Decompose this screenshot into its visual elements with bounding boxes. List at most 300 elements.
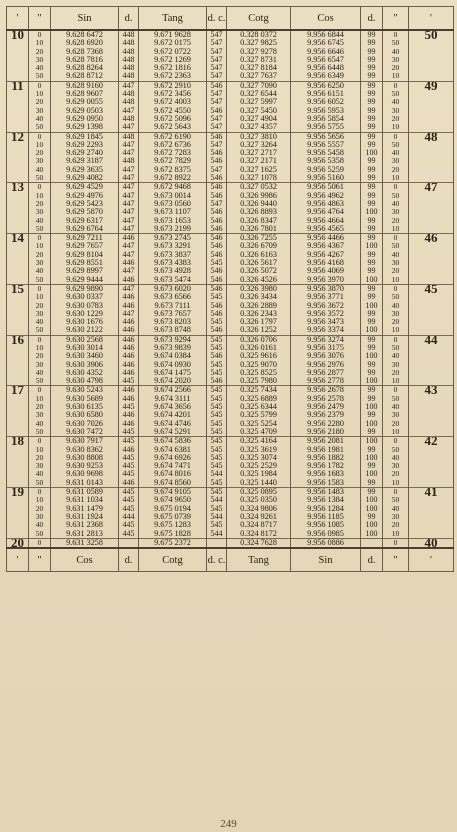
minute-cell xyxy=(7,48,29,56)
tang-cell: 9.673 2199 xyxy=(139,225,207,234)
second-cell: 10 xyxy=(29,496,51,504)
cos-cell: 9.956 1882 xyxy=(291,454,361,462)
cos-diff-cell: 100 xyxy=(361,470,383,478)
tang-cell: 9.674 2566 xyxy=(139,386,207,395)
common-diff-cell: 545 xyxy=(207,318,227,326)
second-right-cell: 10 xyxy=(383,326,409,335)
minute-right-cell: 45 xyxy=(409,284,454,293)
tang-cell: 9.673 9839 xyxy=(139,344,207,352)
second-right-cell: 20 xyxy=(383,64,409,72)
minute-right-cell xyxy=(409,242,454,250)
cos-cell: 9.956 3771 xyxy=(291,293,361,301)
sin-diff-cell: 448 xyxy=(119,39,139,47)
second-cell: 20 xyxy=(29,505,51,513)
sin-cell: 9.629 6317 xyxy=(51,217,119,225)
header-minutes: ' xyxy=(7,7,29,31)
second-cell: 0 xyxy=(29,488,51,497)
sin-diff-cell: 447 xyxy=(119,242,139,250)
minute-right-cell xyxy=(409,462,454,470)
second-right-cell: 20 xyxy=(383,267,409,275)
sin-diff-cell: 446 xyxy=(119,411,139,419)
minute-right-cell xyxy=(409,470,454,478)
second-right-cell: 40 xyxy=(383,251,409,259)
minute-right-cell xyxy=(409,310,454,318)
cotg-cell: 0.325 4164 xyxy=(227,437,291,446)
minute-right-cell xyxy=(409,149,454,157)
cos-cell: 9.956 5854 xyxy=(291,115,361,123)
tang-cell: 9.671 9628 xyxy=(139,30,207,39)
cotg-cell: 0.327 8731 xyxy=(227,56,291,64)
minute-right-cell xyxy=(409,361,454,369)
cos-cell: 9.956 4565 xyxy=(291,225,361,234)
cotg-cell: 0.326 2889 xyxy=(227,302,291,310)
table-row xyxy=(7,420,454,428)
second-right-cell: 50 xyxy=(383,39,409,47)
common-diff-cell: 545 xyxy=(207,428,227,437)
table-row xyxy=(7,521,454,529)
minute-cell xyxy=(7,326,29,335)
cos-diff-cell: 99 xyxy=(361,369,383,377)
cos-diff-cell: 100 xyxy=(361,149,383,157)
common-diff-cell: 545 xyxy=(207,479,227,488)
tang-cell: 9.672 4550 xyxy=(139,107,207,115)
minute-cell xyxy=(7,90,29,98)
minute-cell xyxy=(7,208,29,216)
header-cos: Cos xyxy=(291,7,361,31)
sin-cell: 9.630 1229 xyxy=(51,310,119,318)
sin-cell: 9.629 4529 xyxy=(51,183,119,192)
common-diff-cell: 547 xyxy=(207,123,227,132)
common-diff-cell: 546 xyxy=(207,132,227,141)
cos-cell: 9.956 3870 xyxy=(291,284,361,293)
cotg-cell: 0.327 0532 xyxy=(227,183,291,192)
sin-cell: 9.631 1479 xyxy=(51,505,119,513)
table-row xyxy=(7,454,454,462)
sin-cell: 9.629 0503 xyxy=(51,107,119,115)
table-row xyxy=(7,149,454,157)
sin-diff-cell: 448 xyxy=(119,98,139,106)
second-right-cell: 0 xyxy=(383,183,409,192)
minute-cell xyxy=(7,72,29,81)
sin-diff-cell: 448 xyxy=(119,157,139,165)
second-cell: 40 xyxy=(29,369,51,377)
sin-cell: 9.629 8551 xyxy=(51,259,119,267)
minute-right-cell xyxy=(409,530,454,539)
common-diff-cell: 546 xyxy=(207,377,227,386)
table-row xyxy=(7,369,454,377)
cos-cell: 9.956 3672 xyxy=(291,302,361,310)
header-cos-diff: d. xyxy=(361,7,383,31)
cos-cell: 9.956 4664 xyxy=(291,217,361,225)
second-cell: 10 xyxy=(29,242,51,250)
tang-cell: 9.672 2910 xyxy=(139,81,207,90)
common-diff-cell: 544 xyxy=(207,530,227,539)
minute-cell xyxy=(7,98,29,106)
sin-cell: 9.629 2293 xyxy=(51,141,119,149)
cos-diff-cell: 99 xyxy=(361,64,383,72)
second-right-cell: 0 xyxy=(383,335,409,344)
cos-cell: 9.956 2678 xyxy=(291,386,361,395)
cotg-cell: 0.325 6344 xyxy=(227,403,291,411)
sin-cell: 9.628 6920 xyxy=(51,39,119,47)
cos-cell: 9.956 6844 xyxy=(291,30,361,39)
sin-cell: 9.630 7472 xyxy=(51,428,119,437)
tang-cell: 9.672 1269 xyxy=(139,56,207,64)
sin-cell: 9.628 9160 xyxy=(51,81,119,90)
cotg-cell: 0.325 1440 xyxy=(227,479,291,488)
table-body xyxy=(7,30,454,548)
second-cell: 20 xyxy=(29,149,51,157)
tang-cell: 9.674 6381 xyxy=(139,446,207,454)
second-cell: 10 xyxy=(29,39,51,47)
minute-cell xyxy=(7,225,29,234)
sin-cell: 9.630 7917 xyxy=(51,437,119,446)
cos-diff-cell: 99 xyxy=(361,344,383,352)
table-row xyxy=(7,123,454,132)
sin-cell: 9.629 8997 xyxy=(51,267,119,275)
sin-diff-cell: 446 xyxy=(119,395,139,403)
minute-right-cell xyxy=(409,123,454,132)
second-right-cell: 20 xyxy=(383,318,409,326)
cotg-cell: 0.324 8717 xyxy=(227,521,291,529)
sin-diff-cell: 446 xyxy=(119,293,139,301)
sin-diff-cell: 448 xyxy=(119,64,139,72)
second-cell: 40 xyxy=(29,470,51,478)
cos-cell: 9.956 1981 xyxy=(291,446,361,454)
cos-cell: 9.956 5557 xyxy=(291,141,361,149)
table-row xyxy=(7,377,454,386)
sin-diff-cell: 446 xyxy=(119,344,139,352)
sin-diff-cell: 445 xyxy=(119,496,139,504)
sin-cell: 9.629 6764 xyxy=(51,225,119,234)
minute-cell xyxy=(7,276,29,285)
cos-cell: 9.956 6349 xyxy=(291,72,361,81)
tang-cell: 9.673 3291 xyxy=(139,242,207,250)
minute-right-cell xyxy=(409,318,454,326)
minute-cell xyxy=(7,149,29,157)
sin-diff-cell: 446 xyxy=(119,302,139,310)
tang-cell: 9.673 8203 xyxy=(139,318,207,326)
cos-diff-cell: 99 xyxy=(361,132,383,141)
second-right-cell: 40 xyxy=(383,98,409,106)
cotg-cell: 0.324 8172 xyxy=(227,530,291,539)
common-diff-cell: 546 xyxy=(207,217,227,225)
minute-cell xyxy=(7,361,29,369)
tang-cell: 9.673 9294 xyxy=(139,335,207,344)
second-right-cell: 40 xyxy=(383,352,409,360)
cos-diff-cell: 99 xyxy=(361,462,383,470)
sin-diff-cell: 448 xyxy=(119,56,139,64)
common-diff-cell: 547 xyxy=(207,90,227,98)
table-row xyxy=(7,411,454,419)
minute-right-cell xyxy=(409,420,454,428)
sin-diff-cell: 446 xyxy=(119,446,139,454)
minute-right-cell xyxy=(409,115,454,123)
cos-diff-cell: 100 xyxy=(361,437,383,446)
cos-diff-cell: 99 xyxy=(361,513,383,521)
footer-minutes: ' xyxy=(7,548,29,572)
sin-cell: 9.629 4976 xyxy=(51,192,119,200)
minute-right-cell xyxy=(409,302,454,310)
sin-cell: 9.631 0589 xyxy=(51,488,119,497)
cotg-cell: 0.327 8184 xyxy=(227,64,291,72)
table-row xyxy=(7,157,454,165)
cotg-cell: 0.325 5799 xyxy=(227,411,291,419)
table-row xyxy=(7,183,454,192)
cos-cell: 9.956 5160 xyxy=(291,174,361,183)
cos-diff-cell: 99 xyxy=(361,98,383,106)
cos-diff-cell: 100 xyxy=(361,242,383,250)
cotg-cell: 0.326 2343 xyxy=(227,310,291,318)
minute-right-cell xyxy=(409,141,454,149)
minute-cell xyxy=(7,513,29,521)
sin-cell: 9.629 5870 xyxy=(51,208,119,216)
minute-cell xyxy=(7,293,29,301)
second-cell: 0 xyxy=(29,437,51,446)
common-diff-cell: 545 xyxy=(207,488,227,497)
common-diff-cell: 546 xyxy=(207,310,227,318)
table-row xyxy=(7,56,454,64)
minute-right-cell xyxy=(409,521,454,529)
second-right-cell: 50 xyxy=(383,192,409,200)
cos-diff-cell: 99 xyxy=(361,217,383,225)
minute-cell xyxy=(7,157,29,165)
second-right-cell: 20 xyxy=(383,470,409,478)
tang-cell: 9.672 6190 xyxy=(139,132,207,141)
common-diff-cell: 546 xyxy=(207,234,227,243)
sin-cell: 9.630 3014 xyxy=(51,344,119,352)
second-cell: 0 xyxy=(29,81,51,90)
tang-cell: 9.672 1816 xyxy=(139,64,207,72)
common-diff-cell: 547 xyxy=(207,30,227,39)
second-cell: 20 xyxy=(29,98,51,106)
sin-cell: 9.629 5423 xyxy=(51,200,119,208)
minute-cell xyxy=(7,428,29,437)
second-right-cell: 20 xyxy=(383,369,409,377)
second-right-cell: 50 xyxy=(383,496,409,504)
cos-diff-cell: 99 xyxy=(361,157,383,165)
cotg-cell: 0.325 5254 xyxy=(227,420,291,428)
sin-cell: 9.629 3635 xyxy=(51,166,119,174)
tang-cell: 9.673 0560 xyxy=(139,200,207,208)
common-diff-cell: 547 xyxy=(207,141,227,149)
sin-diff-cell: 447 xyxy=(119,217,139,225)
cos-cell: 9.956 1683 xyxy=(291,470,361,478)
cos-diff-cell: 99 xyxy=(361,183,383,192)
minute-right-cell xyxy=(409,72,454,81)
minute-right-cell xyxy=(409,446,454,454)
logarithm-table xyxy=(6,6,454,572)
second-cell: 30 xyxy=(29,208,51,216)
second-right-cell: 40 xyxy=(383,302,409,310)
cos-cell: 9.956 3374 xyxy=(291,326,361,335)
cotg-cell: 0.326 9986 xyxy=(227,192,291,200)
cos-cell: 9.956 6052 xyxy=(291,98,361,106)
sin-diff-cell: 446 xyxy=(119,318,139,326)
cos-diff-cell: 100 xyxy=(361,454,383,462)
second-right-cell: 30 xyxy=(383,462,409,470)
tang-cell: 9.674 5836 xyxy=(139,437,207,446)
cotg-cell: 0.327 7090 xyxy=(227,81,291,90)
sin-diff-cell: 447 xyxy=(119,251,139,259)
second-cell: 10 xyxy=(29,344,51,352)
second-cell: 10 xyxy=(29,293,51,301)
second-cell: 10 xyxy=(29,192,51,200)
tang-cell: 9.675 0739 xyxy=(139,513,207,521)
table-row xyxy=(7,326,454,335)
tang-cell: 9.674 8016 xyxy=(139,470,207,478)
common-diff-cell: 547 xyxy=(207,64,227,72)
cotg-cell: 0.326 3980 xyxy=(227,284,291,293)
minute-cell xyxy=(7,505,29,513)
common-diff-cell: 547 xyxy=(207,115,227,123)
tang-cell: 9.673 8748 xyxy=(139,326,207,335)
sin-diff-cell: 447 xyxy=(119,310,139,318)
minute-right-cell xyxy=(409,276,454,285)
sin-diff-cell: 448 xyxy=(119,48,139,56)
cos-diff-cell: 100 xyxy=(361,302,383,310)
tang-cell: 9.672 7829 xyxy=(139,157,207,165)
common-diff-cell: 547 xyxy=(207,72,227,81)
tang-cell: 9.674 9105 xyxy=(139,488,207,497)
sin-cell: 9.629 7211 xyxy=(51,234,119,243)
header-row xyxy=(7,7,454,31)
second-cell: 40 xyxy=(29,420,51,428)
cos-cell: 9.956 4069 xyxy=(291,267,361,275)
cos-diff-cell: 100 xyxy=(361,276,383,285)
sin-diff-cell: 445 xyxy=(119,454,139,462)
second-cell: 10 xyxy=(29,395,51,403)
minute-cell xyxy=(7,403,29,411)
cos-cell: 9.956 4466 xyxy=(291,234,361,243)
cos-cell: 9.956 6745 xyxy=(291,39,361,47)
minute-cell xyxy=(7,115,29,123)
cos-diff-cell: 99 xyxy=(361,90,383,98)
tang-cell: 9.675 2372 xyxy=(139,538,207,548)
table-row xyxy=(7,428,454,437)
minute-right-cell xyxy=(409,56,454,64)
second-cell: 50 xyxy=(29,225,51,234)
second-right-cell: 40 xyxy=(383,505,409,513)
minute-right-cell xyxy=(409,174,454,183)
cotg-cell: 0.324 7628 xyxy=(227,538,291,548)
cos-cell: 9.956 5953 xyxy=(291,107,361,115)
second-cell: 30 xyxy=(29,310,51,318)
table-row xyxy=(7,437,454,446)
minute-right-cell xyxy=(409,344,454,352)
header-sin-diff: d. xyxy=(119,7,139,31)
minute-right-cell xyxy=(409,352,454,360)
second-cell: 40 xyxy=(29,217,51,225)
minute-right-cell: 44 xyxy=(409,335,454,344)
cotg-cell: 0.325 7434 xyxy=(227,386,291,395)
cotg-cell: 0.324 9806 xyxy=(227,505,291,513)
footer-minutes-right: ' xyxy=(409,548,454,572)
cotg-cell: 0.325 0895 xyxy=(227,488,291,497)
table-row xyxy=(7,318,454,326)
sin-cell: 9.630 8362 xyxy=(51,446,119,454)
minute-right-cell: 50 xyxy=(409,30,454,39)
minute-right-cell xyxy=(409,157,454,165)
sin-diff-cell: 444 xyxy=(119,513,139,521)
sin-cell: 9.630 4352 xyxy=(51,369,119,377)
minute-cell xyxy=(7,251,29,259)
sin-diff-cell: 447 xyxy=(119,81,139,90)
minute-right-cell xyxy=(409,428,454,437)
second-right-cell: 50 xyxy=(383,344,409,352)
table-row xyxy=(7,446,454,454)
tang-cell: 9.673 2745 xyxy=(139,234,207,243)
sin-diff-cell: 446 xyxy=(119,369,139,377)
tang-cell: 9.673 7111 xyxy=(139,302,207,310)
second-cell: 30 xyxy=(29,361,51,369)
sin-diff-cell: 446 xyxy=(119,259,139,267)
minute-cell xyxy=(7,64,29,72)
minute-cell xyxy=(7,259,29,267)
tang-cell: 9.674 0384 xyxy=(139,352,207,360)
cos-diff-cell: 100 xyxy=(361,377,383,386)
cotg-cell: 0.325 9070 xyxy=(227,361,291,369)
second-right-cell: 40 xyxy=(383,200,409,208)
cos-cell: 9.956 5458 xyxy=(291,149,361,157)
cos-cell: 9.956 5358 xyxy=(291,157,361,165)
header-sin: Sin xyxy=(51,7,119,31)
sin-diff-cell: 445 xyxy=(119,505,139,513)
cos-diff-cell: 99 xyxy=(361,56,383,64)
table-row xyxy=(7,132,454,141)
second-cell: 40 xyxy=(29,64,51,72)
second-cell: 40 xyxy=(29,318,51,326)
second-right-cell: 0 xyxy=(383,30,409,39)
table-row xyxy=(7,513,454,521)
minute-right-cell: 47 xyxy=(409,183,454,192)
cos-cell: 9.956 1483 xyxy=(291,488,361,497)
minute-right-cell xyxy=(409,496,454,504)
second-cell: 40 xyxy=(29,166,51,174)
table-row xyxy=(7,225,454,234)
cotg-cell: 0.325 9616 xyxy=(227,352,291,360)
cotg-cell: 0.325 8525 xyxy=(227,369,291,377)
second-right-cell: 30 xyxy=(383,208,409,216)
sin-diff-cell: 445 xyxy=(119,521,139,529)
second-right-cell: 50 xyxy=(383,141,409,149)
second-right-cell: 30 xyxy=(383,310,409,318)
second-cell: 30 xyxy=(29,107,51,115)
cos-cell: 9.956 1384 xyxy=(291,496,361,504)
minute-cell xyxy=(7,377,29,386)
minute-right-cell xyxy=(409,259,454,267)
second-cell: 20 xyxy=(29,352,51,360)
sin-diff-cell: 447 xyxy=(119,183,139,192)
cos-diff-cell: 99 xyxy=(361,284,383,293)
sin-diff-cell: 446 xyxy=(119,479,139,488)
tang-cell: 9.672 3456 xyxy=(139,90,207,98)
table-row xyxy=(7,352,454,360)
common-diff-cell xyxy=(207,538,227,548)
second-right-cell: 40 xyxy=(383,149,409,157)
cos-diff-cell: 99 xyxy=(361,386,383,395)
second-right-cell: 30 xyxy=(383,56,409,64)
cos-cell: 9.956 5061 xyxy=(291,183,361,192)
table-row xyxy=(7,141,454,149)
common-diff-cell: 547 xyxy=(207,48,227,56)
sin-cell: 9.631 2368 xyxy=(51,521,119,529)
minute-cell xyxy=(7,411,29,419)
tang-cell: 9.672 6736 xyxy=(139,141,207,149)
cotg-cell: 0.326 8893 xyxy=(227,208,291,216)
common-diff-cell: 545 xyxy=(207,420,227,428)
minute-cell xyxy=(7,267,29,275)
